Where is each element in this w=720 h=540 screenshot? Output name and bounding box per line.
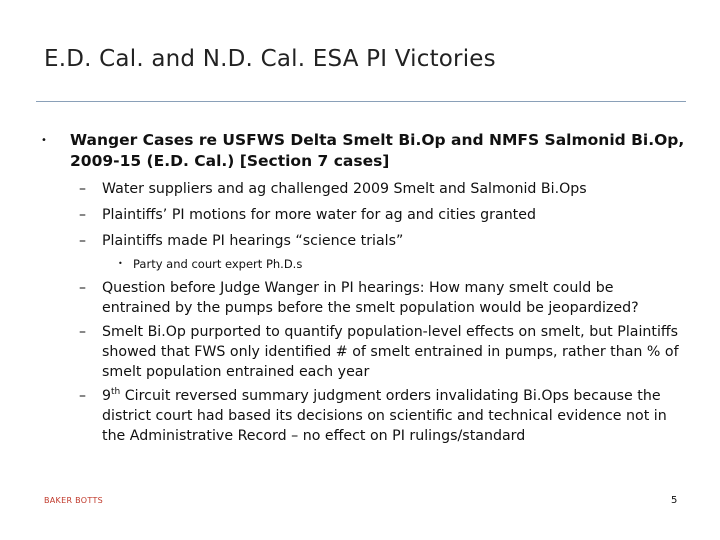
title-divider [36,101,686,102]
bullet-icon: • [41,135,47,146]
slide-title: E.D. Cal. and N.D. Cal. ESA PI Victories [44,46,496,72]
dash-icon: – [79,280,86,296]
sub-bullet-text: Water suppliers and ag challenged 2009 Smelt and Salmonid Bi.Ops [102,181,587,197]
dash-icon: – [79,388,86,404]
page-number: 5 [671,495,678,506]
main-bullet-text: Wanger Cases re USFWS Delta Smelt Bi.Op and NMFS Salmonid Bi.Op, 2009-15 (E.D. Cal.) [Section 7 cases] [70,131,685,170]
sub-sub-bullet-text: Party and court expert Ph.D.s [133,257,303,271]
dash-icon: – [79,324,86,340]
ninth-body: Circuit reversed summary judgment orders invalidating Bi.Ops because the district court had based its decisions on scientific and technical evidence not in the Administrative Record – no effect on PI rulings/standard [102,388,667,444]
sub-bullet-text: Plaintiffs’ PI motions for more water for ag and cities granted [102,207,536,223]
baker-botts-logo: BAKER BOTTS [44,496,104,505]
ninth-number: 9 [102,388,112,404]
dash-icon: – [79,181,86,197]
dash-icon: – [79,233,86,249]
sub-bullet-text: Question before Judge Wanger in PI hearings: How many smelt could be entrained by the pumps before the smelt population would be jeopardized? [102,280,639,316]
ninth-circuit-text [102,386,682,446]
dash-icon: – [79,207,86,223]
ninth-suffix: th [111,387,121,397]
sub-bullet-text: Smelt Bi.Op purported to quantify population-level effects on smelt, but Plaintiffs showed that FWS only identified # of smelt entrained in pumps, rather than % of smelt population entrained each year [102,324,679,380]
bullet-icon: • [118,259,123,268]
sub-bullet-text: Plaintiffs made PI hearings “science trials” [102,233,404,249]
